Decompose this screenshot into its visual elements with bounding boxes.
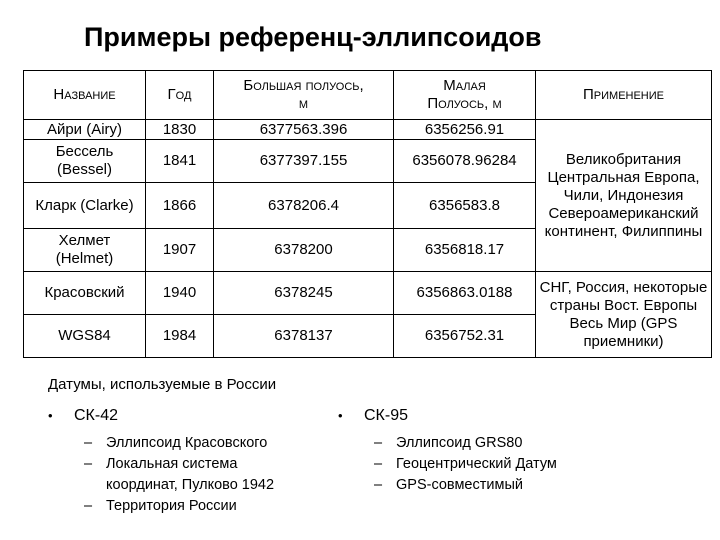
bullet-icon: • [48,408,53,423]
header-name: Название [24,71,146,120]
dash-icon: – [84,498,93,514]
cell-name: Бессель (Bessel) [24,140,146,183]
table-row [24,120,712,140]
dash-icon: – [374,456,383,472]
cell-name: Айри (Airy) [24,120,146,140]
list-item: – Геоцентрический Датум [374,454,557,475]
datum-sk42 [48,407,274,517]
table-row [24,272,712,315]
datum-sk95 [338,407,557,496]
bullet-icon: • [338,408,343,423]
dash-icon: – [84,456,93,472]
header-semi-major: Большая полуось, м [214,71,394,120]
cell-semi-major: 6377397.155 [214,140,394,183]
cell-semi-major: 6377563.396 [214,120,394,140]
list-item: – Локальная система координат, Пулково 1942 [84,454,274,496]
cell-semi-minor: 6356863.0188 [394,272,536,315]
cell-application: СНГ, Россия, некоторые страны Вост. Европы Весь Мир (GPS приемники) [536,272,712,358]
cell-semi-major: 6378206.4 [214,183,394,229]
cell-semi-minor: 6356752.31 [394,315,536,358]
datum-details [374,433,557,496]
list-item: – Территория России [84,496,274,517]
list-item: – Эллипсоид GRS80 [374,433,557,454]
dash-icon: – [374,435,383,451]
header-application: Применение [536,71,712,120]
cell-semi-minor: 6356583.8 [394,183,536,229]
cell-application: Великобритания Центральная Европа, Чили, Индонезия Североамериканский континент, Филиппины [536,120,712,272]
cell-name: Красовский [24,272,146,315]
cell-name: Кларк (Clarke) [24,183,146,229]
cell-semi-major: 6378137 [214,315,394,358]
cell-semi-major: 6378245 [214,272,394,315]
cell-year: 1830 [146,120,214,140]
dash-icon: – [374,477,383,493]
header-year: Год [146,71,214,120]
cell-name: WGS84 [24,315,146,358]
cell-semi-major: 6378200 [214,229,394,272]
cell-year: 1866 [146,183,214,229]
cell-year: 1907 [146,229,214,272]
table-header-row [24,71,712,120]
dash-icon: – [84,435,93,451]
cell-semi-minor: 6356818.17 [394,229,536,272]
list-item: – Эллипсоид Красовского [84,433,274,454]
datums-heading: Датумы, используемые в России [48,376,277,393]
datum-details [84,433,274,517]
datum-label: СК-42 [74,407,118,424]
datum-label: СК-95 [364,407,408,424]
cell-year: 1841 [146,140,214,183]
cell-semi-minor: 6356256.91 [394,120,536,140]
cell-year: 1984 [146,315,214,358]
page-title: Примеры референц-эллипсоидов [84,22,542,52]
header-semi-minor: Малая Полуось, м [394,71,536,120]
cell-semi-minor: 6356078.96284 [394,140,536,183]
ellipsoids-table [23,70,712,358]
cell-name: Хелмет (Helmet) [24,229,146,272]
list-item: – GPS-совместимый [374,475,557,496]
cell-year: 1940 [146,272,214,315]
